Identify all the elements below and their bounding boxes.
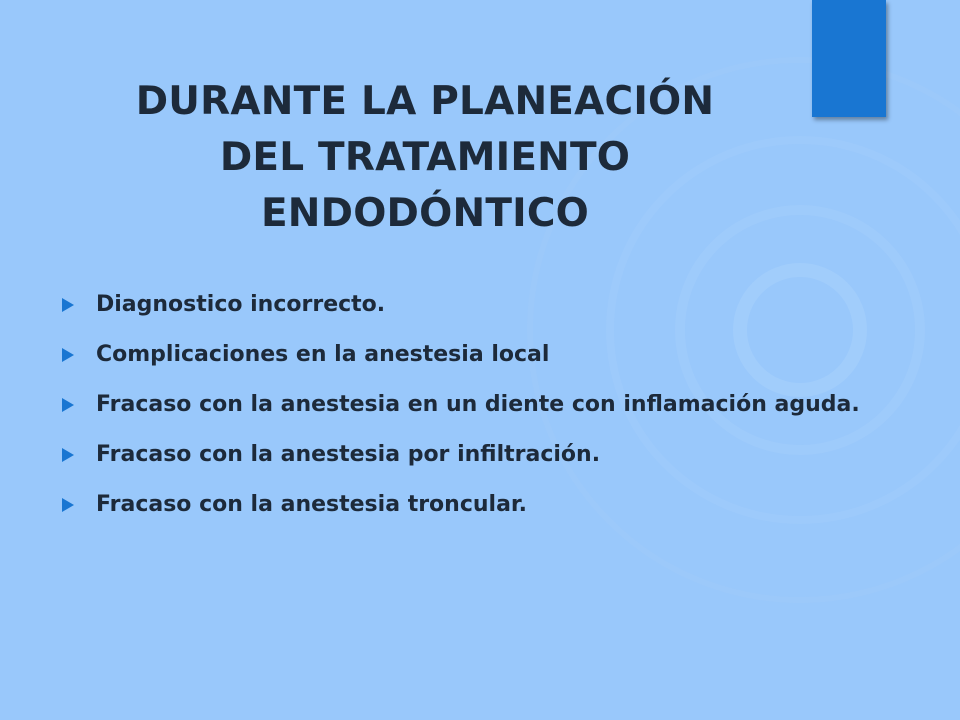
slide-title bbox=[60, 74, 790, 242]
bullet-text: Fracaso con la anestesia por infiltración. bbox=[96, 442, 601, 467]
corner-accent-bar bbox=[812, 0, 886, 117]
bullet-item bbox=[62, 340, 922, 370]
bullet-item bbox=[62, 290, 922, 320]
title-line: DURANTE LA PLANEACIÓN bbox=[135, 79, 715, 124]
bullet-list bbox=[62, 290, 922, 540]
triangle-right-icon bbox=[62, 498, 74, 512]
triangle-right-icon bbox=[62, 448, 74, 462]
bullet-text: Diagnostico incorrecto. bbox=[96, 292, 386, 317]
title-line: DEL TRATAMIENTO bbox=[219, 135, 631, 180]
bullet-text: Fracaso con la anestesia en un diente con inflamación aguda. bbox=[96, 392, 860, 417]
bullet-text: Fracaso con la anestesia troncular. bbox=[96, 492, 527, 517]
bullet-text: Complicaciones en la anestesia local bbox=[96, 342, 550, 367]
bullet-item bbox=[62, 390, 922, 420]
bullet-item bbox=[62, 440, 922, 470]
triangle-right-icon bbox=[62, 298, 74, 312]
title-line: ENDODÓNTICO bbox=[260, 191, 590, 236]
triangle-right-icon bbox=[62, 398, 74, 412]
triangle-right-icon bbox=[62, 348, 74, 362]
bullet-item bbox=[62, 490, 922, 520]
